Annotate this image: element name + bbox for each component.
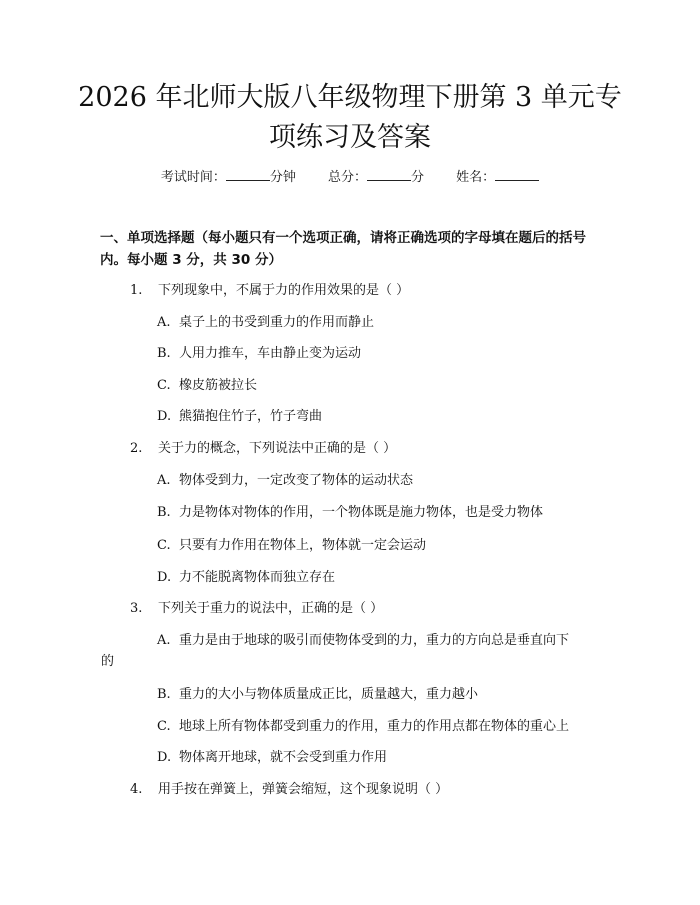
option-letter: C. (157, 538, 171, 553)
q1-option-b (157, 345, 361, 363)
option-text: 桌子上的书受到重力的作用而静止 (179, 315, 375, 330)
option-text: 重力的大小与物体质量成正比，质量越大，重力越小 (179, 687, 479, 702)
option-text: 地球上所有物体都受到重力的作用，重力的作用点都在物体的重心上 (179, 719, 570, 734)
option-text: 熊猫抱住竹子，竹子弯曲 (179, 409, 323, 424)
document-title (60, 78, 640, 158)
option-text: 物体离开地球，就不会受到重力作用 (179, 750, 388, 765)
exam-time-label: 考试时间： (160, 170, 226, 185)
exam-score-blank (367, 168, 411, 181)
option-letter: D. (157, 409, 172, 424)
exam-name (456, 168, 539, 187)
exam-score (328, 168, 424, 187)
q3-option-a (157, 632, 569, 650)
question-number: 3. (130, 601, 143, 616)
exam-info (0, 168, 700, 187)
q2-option-c (157, 537, 426, 555)
q3-option-d (157, 749, 387, 767)
q3-option-a-wrap: 的 (101, 654, 115, 669)
question-number: 1. (130, 283, 143, 298)
option-text: 物体受到力，一定改变了物体的运动状态 (179, 473, 414, 488)
question-text: 下列关于重力的说法中，正确的是（ ） (158, 601, 384, 616)
option-text: 力不能脱离物体而独立存在 (179, 570, 336, 585)
q1-option-d (157, 408, 322, 426)
option-text: 力是物体对物体的作用，一个物体既是施力物体，也是受力物体 (179, 505, 544, 520)
option-text: 重力是由于地球的吸引而使物体受到的力，重力的方向总是垂直向下 (179, 633, 570, 648)
option-letter: A. (157, 315, 171, 330)
exam-score-label: 总分： (327, 170, 367, 185)
option-text: 橡皮筋被拉长 (179, 378, 258, 393)
q1-option-c (157, 377, 257, 395)
exam-time-blank (226, 168, 270, 181)
exam-score-unit: 分 (411, 170, 425, 185)
question-1 (130, 282, 409, 300)
title-line-2: 项练习及答案 (269, 122, 431, 153)
question-3 (130, 600, 383, 618)
q2-option-a (157, 472, 413, 490)
title-line-1: 2026 年北师大版八年级物理下册第 3 单元专 (78, 82, 622, 113)
option-letter: B. (157, 346, 171, 361)
exam-name-label: 姓名： (456, 170, 496, 185)
exam-time (161, 168, 296, 187)
option-letter: A. (157, 473, 171, 488)
option-text: 只要有力作用在物体上，物体就一定会运动 (179, 538, 427, 553)
q2-option-b (157, 504, 543, 522)
question-2 (130, 440, 396, 458)
option-letter: C. (157, 719, 171, 734)
option-letter: A. (157, 633, 171, 648)
exam-name-blank (495, 168, 539, 181)
q2-option-d (157, 569, 335, 587)
option-letter: D. (157, 570, 172, 585)
q1-option-a (157, 314, 374, 332)
option-letter: C. (157, 378, 171, 393)
option-letter: B. (157, 687, 171, 702)
section-heading: 一、单项选择题（每小题只有一个选项正确，请将正确选项的字母填在题后的括号内。每小题 3 分，共 30 分） (100, 230, 586, 268)
question-number: 4. (130, 782, 143, 797)
exam-time-unit: 分钟 (269, 170, 296, 185)
question-4 (130, 781, 448, 799)
question-text: 下列现象中，不属于力的作用效果的是（ ） (158, 283, 410, 298)
option-letter: D. (157, 750, 172, 765)
question-text: 关于力的概念，下列说法中正确的是（ ） (158, 441, 397, 456)
q3-option-c (157, 718, 569, 736)
question-number: 2. (130, 441, 143, 456)
option-letter: B. (157, 505, 171, 520)
q3-option-b (157, 686, 478, 704)
option-text: 人用力推车，车由静止变为运动 (179, 346, 362, 361)
question-text: 用手按在弹簧上，弹簧会缩短，这个现象说明（ ） (158, 782, 449, 797)
